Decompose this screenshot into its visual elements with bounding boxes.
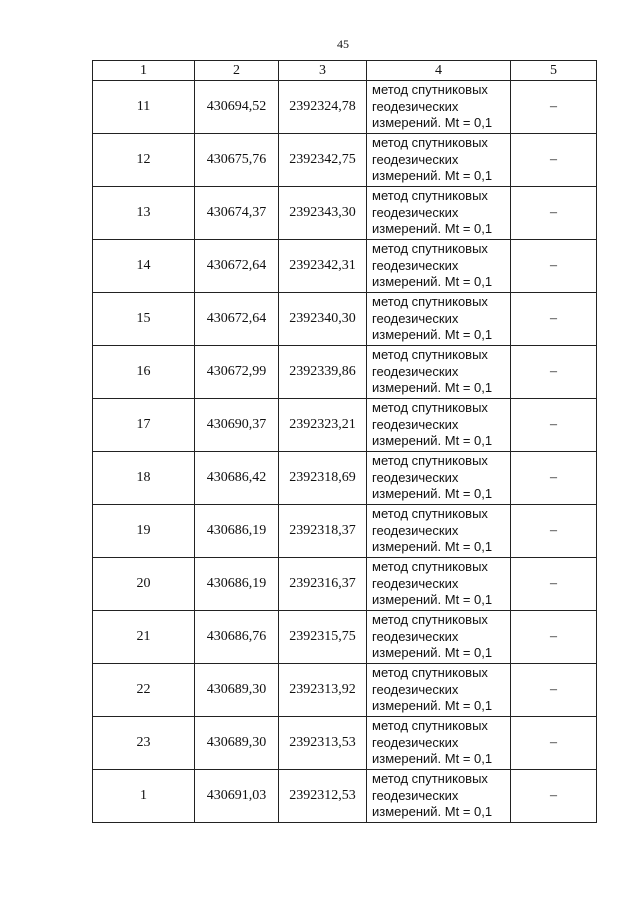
note-cell: –	[511, 558, 597, 611]
note-cell: –	[511, 134, 597, 187]
method-line: геодезических	[372, 469, 459, 485]
x-coordinate-cell: 430674,37	[195, 187, 279, 240]
method-line: геодезических	[372, 787, 459, 803]
table-row	[93, 505, 597, 558]
method-cell	[367, 505, 511, 558]
point-number-cell: 19	[93, 505, 195, 558]
x-coordinate-cell: 430686,42	[195, 452, 279, 505]
note-cell: –	[511, 81, 597, 134]
method-line: геодезических	[372, 575, 459, 591]
y-coordinate-cell: 2392324,78	[279, 81, 367, 134]
method-cell	[367, 399, 511, 452]
method-line: метод спутниковых	[372, 82, 488, 98]
table-row	[93, 558, 597, 611]
table-row	[93, 346, 597, 399]
method-cell	[367, 293, 511, 346]
method-cell	[367, 134, 511, 187]
header-col-1: 1	[93, 61, 195, 81]
x-coordinate-cell: 430694,52	[195, 81, 279, 134]
method-cell	[367, 558, 511, 611]
y-coordinate-cell: 2392342,31	[279, 240, 367, 293]
x-coordinate-cell: 430686,76	[195, 611, 279, 664]
x-coordinate-cell: 430689,30	[195, 664, 279, 717]
method-line: измерений. Mt = 0,1	[372, 168, 493, 184]
note-cell: –	[511, 452, 597, 505]
point-number-cell: 16	[93, 346, 195, 399]
method-line: геодезических	[372, 734, 459, 750]
point-number-cell: 15	[93, 293, 195, 346]
table-row	[93, 187, 597, 240]
method-line: измерений. Mt = 0,1	[372, 221, 493, 237]
note-cell: –	[511, 293, 597, 346]
method-line: метод спутниковых	[372, 135, 488, 151]
method-line: измерений. Mt = 0,1	[372, 486, 493, 502]
method-cell	[367, 452, 511, 505]
table-row	[93, 664, 597, 717]
method-line: геодезических	[372, 151, 459, 167]
header-col-2: 2	[195, 61, 279, 81]
method-line: геодезических	[372, 204, 459, 220]
y-coordinate-cell: 2392313,53	[279, 717, 367, 770]
table-row	[93, 770, 597, 823]
x-coordinate-cell: 430689,30	[195, 717, 279, 770]
method-cell	[367, 81, 511, 134]
table-row	[93, 452, 597, 505]
method-cell	[367, 240, 511, 293]
method-line: геодезических	[372, 522, 459, 538]
table-row	[93, 81, 597, 134]
point-number-cell: 11	[93, 81, 195, 134]
x-coordinate-cell: 430672,64	[195, 293, 279, 346]
table-row	[93, 611, 597, 664]
table-row	[93, 240, 597, 293]
method-line: метод спутниковых	[372, 188, 488, 204]
page-number: 45	[337, 37, 349, 51]
note-cell: –	[511, 240, 597, 293]
table-row	[93, 399, 597, 452]
method-cell	[367, 717, 511, 770]
method-line: метод спутниковых	[372, 559, 488, 575]
method-line: метод спутниковых	[372, 506, 488, 522]
method-line: геодезических	[372, 257, 459, 273]
method-line: измерений. Mt = 0,1	[372, 433, 493, 449]
method-line: измерений. Mt = 0,1	[372, 804, 493, 820]
point-number-cell: 22	[93, 664, 195, 717]
method-line: измерений. Mt = 0,1	[372, 751, 493, 767]
y-coordinate-cell: 2392339,86	[279, 346, 367, 399]
point-number-cell: 21	[93, 611, 195, 664]
method-cell	[367, 346, 511, 399]
note-cell: –	[511, 664, 597, 717]
note-cell: –	[511, 399, 597, 452]
table-row	[93, 293, 597, 346]
y-coordinate-cell: 2392318,69	[279, 452, 367, 505]
point-number-cell: 1	[93, 770, 195, 823]
y-coordinate-cell: 2392315,75	[279, 611, 367, 664]
note-cell: –	[511, 717, 597, 770]
method-line: геодезических	[372, 310, 459, 326]
method-line: метод спутниковых	[372, 294, 488, 310]
y-coordinate-cell: 2392312,53	[279, 770, 367, 823]
point-number-cell: 18	[93, 452, 195, 505]
coordinates-table	[92, 60, 597, 823]
method-line: измерений. Mt = 0,1	[372, 274, 493, 290]
x-coordinate-cell: 430691,03	[195, 770, 279, 823]
y-coordinate-cell: 2392323,21	[279, 399, 367, 452]
method-line: геодезических	[372, 416, 459, 432]
header-row	[93, 61, 597, 81]
method-line: метод спутниковых	[372, 453, 488, 469]
y-coordinate-cell: 2392340,30	[279, 293, 367, 346]
point-number-cell: 23	[93, 717, 195, 770]
x-coordinate-cell: 430686,19	[195, 558, 279, 611]
x-coordinate-cell: 430672,99	[195, 346, 279, 399]
header-col-3: 3	[279, 61, 367, 81]
method-cell	[367, 664, 511, 717]
method-line: метод спутниковых	[372, 400, 488, 416]
table-header	[93, 61, 597, 81]
header-col-4: 4	[367, 61, 511, 81]
table-body	[93, 81, 597, 823]
method-line: геодезических	[372, 628, 459, 644]
method-line: метод спутниковых	[372, 771, 488, 787]
note-cell: –	[511, 505, 597, 558]
method-line: геодезических	[372, 98, 459, 114]
y-coordinate-cell: 2392313,92	[279, 664, 367, 717]
method-line: измерений. Mt = 0,1	[372, 380, 493, 396]
method-line: измерений. Mt = 0,1	[372, 645, 493, 661]
point-number-cell: 13	[93, 187, 195, 240]
note-cell: –	[511, 611, 597, 664]
method-cell	[367, 611, 511, 664]
method-line: метод спутниковых	[372, 612, 488, 628]
header-col-5: 5	[511, 61, 597, 81]
method-line: геодезических	[372, 363, 459, 379]
x-coordinate-cell: 430690,37	[195, 399, 279, 452]
method-line: измерений. Mt = 0,1	[372, 539, 493, 555]
method-line: метод спутниковых	[372, 347, 488, 363]
table-row	[93, 134, 597, 187]
note-cell: –	[511, 770, 597, 823]
method-line: метод спутниковых	[372, 665, 488, 681]
point-number-cell: 17	[93, 399, 195, 452]
point-number-cell: 20	[93, 558, 195, 611]
method-line: измерений. Mt = 0,1	[372, 327, 493, 343]
y-coordinate-cell: 2392343,30	[279, 187, 367, 240]
method-cell	[367, 770, 511, 823]
note-cell: –	[511, 346, 597, 399]
x-coordinate-cell: 430686,19	[195, 505, 279, 558]
method-line: метод спутниковых	[372, 241, 488, 257]
method-line: измерений. Mt = 0,1	[372, 115, 493, 131]
method-cell	[367, 187, 511, 240]
y-coordinate-cell: 2392318,37	[279, 505, 367, 558]
table-row	[93, 717, 597, 770]
point-number-cell: 14	[93, 240, 195, 293]
x-coordinate-cell: 430672,64	[195, 240, 279, 293]
note-cell: –	[511, 187, 597, 240]
y-coordinate-cell: 2392342,75	[279, 134, 367, 187]
method-line: геодезических	[372, 681, 459, 697]
y-coordinate-cell: 2392316,37	[279, 558, 367, 611]
method-line: измерений. Mt = 0,1	[372, 698, 493, 714]
method-line: метод спутниковых	[372, 718, 488, 734]
x-coordinate-cell: 430675,76	[195, 134, 279, 187]
point-number-cell: 12	[93, 134, 195, 187]
method-line: измерений. Mt = 0,1	[372, 592, 493, 608]
